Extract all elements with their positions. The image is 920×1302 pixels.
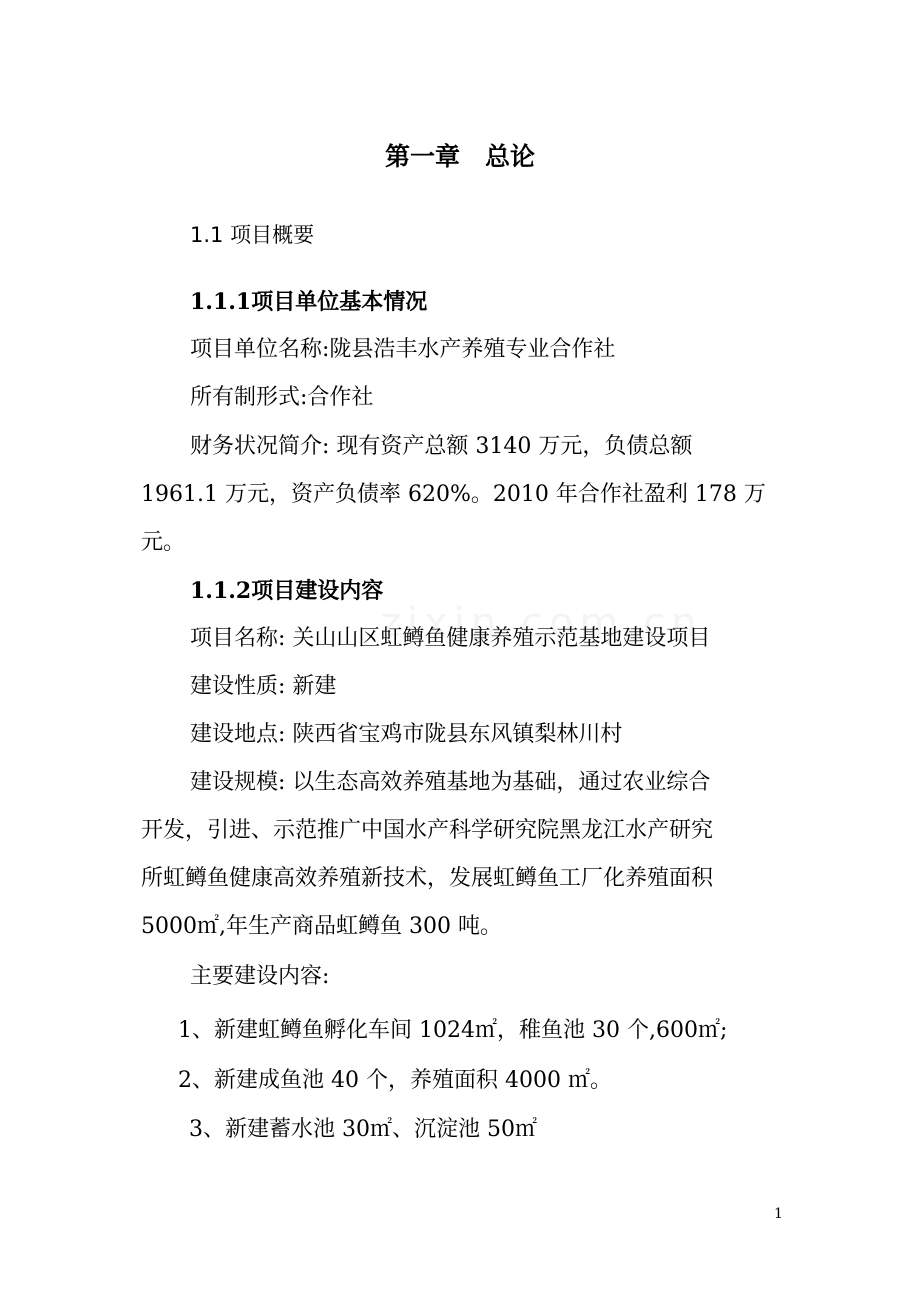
ownership-line: 所有制形式:合作社 (190, 385, 374, 410)
scale-line-4: 5000㎡,年生产商品虹鳟鱼 300 吨。 (141, 914, 502, 939)
chapter-title: 第一章 总论 (384, 142, 535, 171)
location-line: 建设地点: 陕西省宝鸡市陇县东风镇梨林川村 (190, 722, 623, 747)
content-item-2: 2、新建成鱼池 40 个，养殖面积 4000 ㎡。 (178, 1068, 612, 1093)
content-item-3: 3、新建蓄水池 30㎡、沉淀池 50㎡ (189, 1117, 537, 1142)
main-content-label: 主要建设内容: (190, 964, 330, 989)
section-heading-1-1: 1.1 项目概要 (190, 223, 315, 247)
construction-nature-line: 建设性质: 新建 (190, 674, 337, 699)
finance-line-2: 1961.1 万元，资产负债率 620%。2010 年合作社盈利 178 万 (141, 482, 766, 507)
page-number: 1 (774, 1206, 783, 1222)
finance-line-1: 财务状况简介: 现有资产总额 3140 万元，负债总额 (190, 434, 693, 459)
section-heading-1-1-2: 1.1.2项目建设内容 (190, 578, 384, 604)
scale-line-2: 开发，引进、示范推广中国水产科学研究院黑龙江水产研究 (141, 818, 714, 843)
content-item-1: 1、新建虹鳟鱼孵化车间 1024㎡，稚鱼池 30 个,600㎡; (178, 1018, 728, 1043)
finance-line-3: 元。 (141, 530, 186, 555)
unit-name-line: 项目单位名称:陇县浩丰水产养殖专业合作社 (190, 337, 616, 362)
scale-line-1: 建设规模: 以生态高效养殖基地为基础，通过农业综合 (190, 770, 711, 795)
scale-line-3: 所虹鳟鱼健康高效养殖新技术，发展虹鳟鱼工厂化养殖面积 (141, 866, 714, 891)
project-name-line: 项目名称: 关山山区虹鳟鱼健康养殖示范基地建设项目 (190, 626, 711, 651)
section-heading-1-1-1: 1.1.1项目单位基本情况 (190, 289, 428, 315)
